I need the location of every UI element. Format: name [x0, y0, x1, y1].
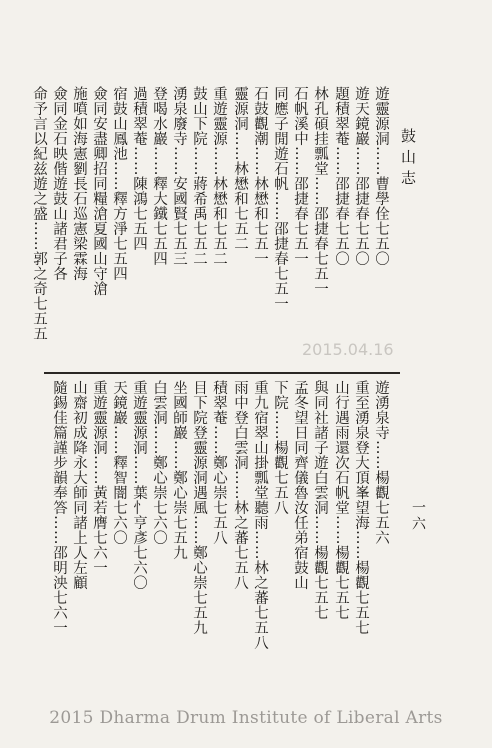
page-number: 一六: [410, 500, 426, 532]
toc-entry: 湧泉廢寺……安國賢七五三: [171, 86, 187, 266]
toc-entry: 同應子閒遊石帆……邵捷春七五一: [272, 86, 288, 311]
toc-entry: 鼓山下院……蔣希禹七五二: [191, 86, 207, 266]
toc-entry: 過積翠菴……陳鴻七五四: [131, 86, 147, 251]
toc-entry: 僉同安盡卿招同糧滄夏國山守滄: [91, 86, 107, 296]
toc-entry: 遊湧泉寺……楊觀七五六: [373, 380, 389, 545]
toc-entry: 遊靈源洞……曹學佺七五〇: [373, 86, 389, 266]
toc-entry: 山行遇雨還次石帆堂……楊觀七五七: [333, 380, 349, 620]
toc-entry: 施噴如海憲劉長石巡憲梁霖海: [71, 86, 87, 281]
toc-entry: 雨中登白雲洞……林之蕃七五八: [232, 380, 248, 590]
date-stamp: 2015.04.16: [302, 340, 394, 359]
toc-entry: 題積翠菴……邵捷春七五〇: [333, 86, 349, 266]
institution-watermark: 2015 Dharma Drum Institute of Liberal Arts: [49, 708, 443, 728]
toc-entry: 重九宿翠山掛瓢堂聽雨……林之蕃七五八: [252, 380, 268, 650]
toc-entry: 重遊靈源洞……葉忄亨彥七六〇: [131, 380, 147, 590]
toc-entry: 石帆溪中……邵捷春七五一: [292, 86, 308, 266]
section-divider: [44, 372, 400, 374]
toc-entry: 遊天鏡巖……邵捷春七五〇: [353, 86, 369, 266]
book-title: 鼓山志: [399, 128, 417, 191]
toc-entry: 積翠菴……鄭心崇七五八: [211, 380, 227, 545]
toc-entry: 天鏡巖……釋智闇七六〇: [111, 380, 127, 545]
toc-entry: 孟冬望日同齊儀魯汝任弟宿鼓山: [292, 380, 308, 590]
toc-entry: 重遊靈源……林懋和七五二: [211, 86, 227, 266]
toc-entry: 靈源洞……林懋和七五二: [232, 86, 248, 251]
toc-entry: 坐國師巖……鄭心崇七五九: [171, 380, 187, 560]
toc-entry: 與同社諸子遊白雲洞……楊觀七五七: [312, 380, 328, 620]
toc-entry: 石鼓觀潮……林懋和七五一: [252, 86, 268, 266]
toc-entry: 白雲洞……鄭心崇七六〇: [151, 380, 167, 545]
toc-entry: 隨錫佳篇謹步韻奉答……邵明泱七六一: [51, 380, 67, 635]
toc-entry: 命予言以紀兹遊之盛……郭之奇七五五: [31, 86, 47, 341]
toc-entry: 重至湧泉登大頂峯望海……楊觀七五七: [353, 380, 369, 635]
toc-entry: 登喝水巖……釋大鐵七五四: [151, 86, 167, 266]
toc-entry: 山齋初成降永大師同諸上人左顧: [71, 380, 87, 590]
toc-entry: 下院……楊觀七五八: [272, 380, 288, 515]
toc-entry: 重遊靈源洞……黃若膺七六一: [91, 380, 107, 575]
toc-entry: 僉同金石映偕遊鼓山諸君子各: [51, 86, 67, 281]
toc-entry: 林孔碩挂瓢堂……邵捷春七五一: [312, 86, 328, 296]
toc-entry: 目下院登靈源洞遇風……鄭心崇七五九: [191, 380, 207, 635]
toc-entry: 宿鼓山鳳池……釋方淨七五四: [111, 86, 127, 281]
